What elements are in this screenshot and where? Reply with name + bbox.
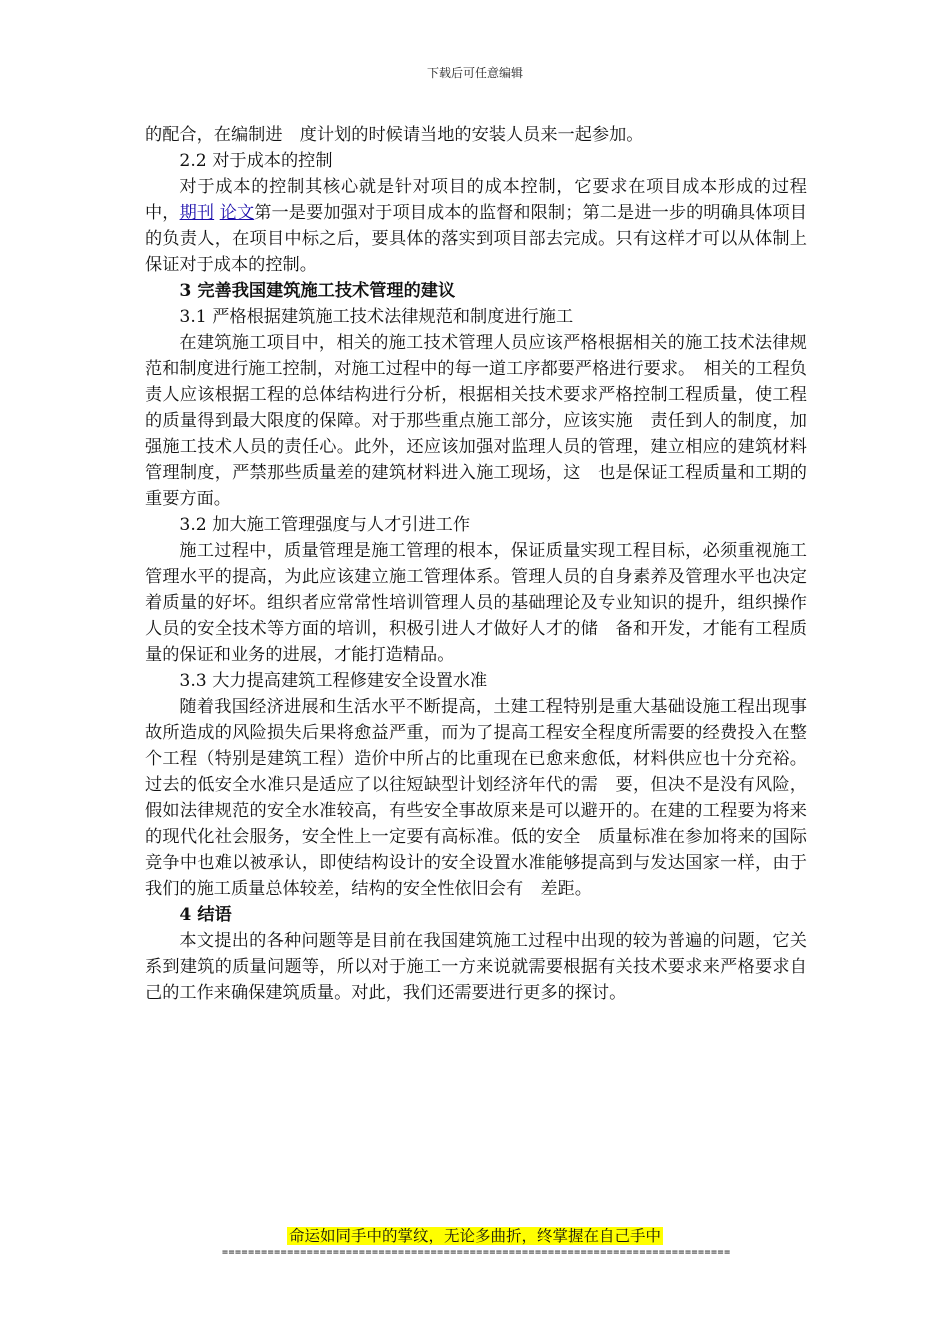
- page-header: 下载后可任意编辑: [426, 66, 523, 80]
- paragraph-continuation: 的配合，在编制进 度计划的时候请当地的安装人员来一起参加。: [145, 125, 644, 145]
- footer-motto: [0, 1226, 950, 1246]
- section-heading-3-2: 3.2 加大施工管理强度与人才引进工作: [179, 515, 471, 535]
- paragraph-3-2: 施工过程中，质量管理是施工管理的根本，保证质量实现工程目标，必须重视施工管理水平的提高，为此应该建立施工管理体系。管理人员的自身素养及管理水平也决定着质量的好坏。组织者应常常性培训管理人员的基础理论及专业知识的提升，组织操作人员的安全技术等方面的培训，积极引进人才做好人才的储 备和开发，才能有工程质量的保证和业务的进展，才能打造精品。: [145, 541, 807, 665]
- section-heading-4: 4 结语: [179, 905, 232, 925]
- journal-link[interactable]: 期刊: [179, 203, 215, 223]
- section-heading-3-1: 3.1 严格根据建筑施工技术法律规范和制度进行施工: [179, 307, 574, 327]
- section-heading-3-3: 3.3 大力提高建筑工程修建安全设置水准: [179, 671, 488, 691]
- document-body: [145, 122, 807, 1006]
- paragraph-text: 对于成本的控制其核心就是针对项目的成本控制，它要求在项目成本形成的过程中，: [145, 177, 807, 223]
- paragraph-conclusion: 本文提出的各种问题等是目前在我国建筑施工过程中出现的较为普遍的问题，它关系到建筑的质量问题等，所以对于施工一方来说就需要根据有关技术要求来严格要求自己的工作来确保建筑质量。对此，我们还需要进行更多的探讨。: [145, 931, 807, 1003]
- section-heading-2-2: 2.2 对于成本的控制: [179, 151, 333, 171]
- paragraph-text: 第一是要加强对于项目成本的监督和限制；第二是进一步的明确具体项目的负责人，在项目中标之后，要具体的落实到项目部去完成。只有这样才可以从体制上保证对于成本的控制。: [145, 203, 807, 275]
- paper-link[interactable]: 论文: [219, 203, 255, 223]
- section-heading-3: 3 完善我国建筑施工技术管理的建议: [179, 281, 456, 301]
- paragraph-cost-control: [145, 174, 807, 278]
- paragraph-3-3: 随着我国经济进展和生活水平不断提高，土建工程特别是重大基础设施工程出现事故所造成的风险损失后果将愈益严重，而为了提高工程安全程度所需要的经费投入在整个工程（特别是建筑工程）造价中所占的比重现在已愈来愈低，材料供应也十分充裕。过去的低安全水准只是适应了以往短缺型计划经济年代的需 要，但决不是没有风险，假如法律规范的安全水准较高，有些安全事故原来是可以避开的。在建的工程要为将来的现代化社会服务，安全性上一定要有高标准。低的安全 质量标准在参加将来的国际竞争中也难以被承认，即使结构设计的安全设置水准能够提高到与发达国家一样，由于我们的施工质量总体较差，结构的安全性依旧会有 差距。: [145, 697, 807, 899]
- footer-motto-text: 命运如同手中的掌纹，无论多曲折，终掌握在自己手中: [288, 1227, 661, 1245]
- paragraph-3-1: 在建筑施工项目中，相关的施工技术管理人员应该严格根据相关的施工技术法律规范和制度进行施工控制，对施工过程中的每一道工序都要严格进行要求。 相关的工程负责人应该根据工程的总体结构进行分析，根据相关技术要求严格控制工程质量，使工程的质量得到最大限度的保障。对于那些重点施工部分，应该实施 责任到人的制度，加强施工技术人员的责任心。此外，还应该加强对监理人员的管理，建立相应的建筑材料管理制度，严禁那些质量差的建筑材料进入施工现场，这 也是保证工程质量和工期的重要方面。: [145, 333, 807, 509]
- footer-rule: ==============================================================================: [222, 1247, 731, 1258]
